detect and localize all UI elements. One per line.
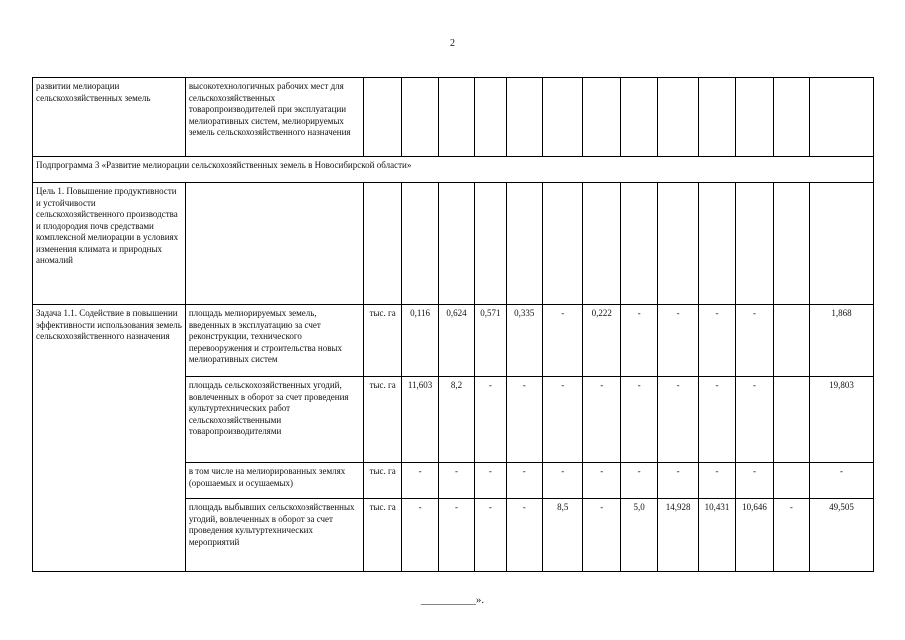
value-cell <box>475 183 506 305</box>
value-cell: - <box>773 499 809 572</box>
value-cell: 0,222 <box>583 305 620 377</box>
value-cell: 0,335 <box>506 305 542 377</box>
value-cell: - <box>583 463 620 499</box>
table-row <box>33 305 874 377</box>
value-cell <box>402 183 438 305</box>
value-cell <box>475 78 506 157</box>
value-cell: 8,5 <box>543 499 583 572</box>
value-cell <box>773 78 809 157</box>
goal-cell: развитии мелиорации сельскохозяйственных земель <box>33 78 186 157</box>
value-cell <box>773 463 809 499</box>
indicator-cell <box>185 183 363 305</box>
subprogram-title: Подпрограмма 3 «Развитие мелиорации сельскохозяйственных земель в Новосибирской области» <box>33 157 874 183</box>
indicator-cell: в том числе на мелиорированных землях (орошаемых и осушаемых) <box>185 463 363 499</box>
value-cell: - <box>736 305 773 377</box>
value-cell <box>438 78 474 157</box>
total-cell <box>810 183 874 305</box>
value-cell <box>773 377 809 463</box>
indicator-cell: площадь выбывших сельскохозяйственных угодий, вовлеченных в оборот за счет проведения культуртехнических мероприятий <box>185 499 363 572</box>
value-cell: - <box>736 463 773 499</box>
total-cell <box>810 78 874 157</box>
value-cell: - <box>543 305 583 377</box>
total-cell: 1,868 <box>810 305 874 377</box>
indicator-cell: высокотехнологичных рабочих мест для сельскохозяйственных товаропроизводителей при эксплуатации мелиоративных систем, мелиорируемых земель сельскохозяйственного назначения <box>185 78 363 157</box>
unit-cell: тыс. га <box>363 377 401 463</box>
value-cell: 8,2 <box>438 377 474 463</box>
value-cell: 10,431 <box>698 499 735 572</box>
value-cell <box>506 78 542 157</box>
value-cell: - <box>658 305 698 377</box>
unit-cell: тыс. га <box>363 499 401 572</box>
value-cell <box>543 78 583 157</box>
value-cell <box>402 78 438 157</box>
value-cell <box>773 183 809 305</box>
value-cell: - <box>506 499 542 572</box>
value-cell: 11,603 <box>402 377 438 463</box>
value-cell <box>658 183 698 305</box>
value-cell: 14,928 <box>658 499 698 572</box>
value-cell: 5,0 <box>620 499 657 572</box>
value-cell: 0,116 <box>402 305 438 377</box>
total-cell: - <box>810 463 874 499</box>
value-cell: - <box>620 463 657 499</box>
task-cell: Задача 1.1. Содействие в повышении эффективности использования земель сельскохозяйственного назначения <box>33 305 186 572</box>
unit-cell <box>363 78 401 157</box>
value-cell: - <box>658 377 698 463</box>
indicator-cell: площадь мелиорируемых земель, введенных в эксплуатацию за счет реконструкции, технического перевооружения и строительства новых мелиоративных систем <box>185 305 363 377</box>
table-row <box>33 157 874 183</box>
value-cell: - <box>475 499 506 572</box>
value-cell <box>506 183 542 305</box>
value-cell: - <box>698 377 735 463</box>
value-cell <box>736 78 773 157</box>
value-cell: - <box>402 499 438 572</box>
value-cell: - <box>438 463 474 499</box>
total-cell: 19,803 <box>810 377 874 463</box>
value-cell <box>620 78 657 157</box>
value-cell <box>698 183 735 305</box>
value-cell: - <box>583 377 620 463</box>
value-cell: - <box>506 463 542 499</box>
value-cell: - <box>583 499 620 572</box>
value-cell: - <box>620 377 657 463</box>
value-cell: - <box>698 305 735 377</box>
table-row <box>33 183 874 305</box>
value-cell: - <box>698 463 735 499</box>
value-cell <box>736 183 773 305</box>
indicator-cell: площадь сельскохозяйственных угодий, вовлеченных в оборот за счет проведения культуртехнических работ сельскохозяйственными товаропроизводителями <box>185 377 363 463</box>
value-cell: - <box>438 499 474 572</box>
value-cell: - <box>543 463 583 499</box>
value-cell: 10,646 <box>736 499 773 572</box>
value-cell: - <box>475 377 506 463</box>
value-cell: - <box>543 377 583 463</box>
value-cell <box>583 78 620 157</box>
value-cell: - <box>506 377 542 463</box>
table-row <box>33 78 874 157</box>
value-cell <box>438 183 474 305</box>
value-cell <box>583 183 620 305</box>
unit-cell <box>363 183 401 305</box>
value-cell: - <box>475 463 506 499</box>
value-cell: - <box>620 305 657 377</box>
closing-quote-line: __________». <box>420 594 485 606</box>
value-cell <box>620 183 657 305</box>
value-cell: - <box>658 463 698 499</box>
unit-cell: тыс. га <box>363 305 401 377</box>
value-cell <box>658 78 698 157</box>
indicators-table <box>32 77 874 572</box>
value-cell <box>543 183 583 305</box>
value-cell <box>773 305 809 377</box>
value-cell <box>698 78 735 157</box>
goal-cell: Цель 1. Повышение продуктивности и устойчивости сельскохозяйственного производства и плодородия почв средствами комплексной мелиорации в условиях изменения климата и природных аномалий <box>33 183 186 305</box>
value-cell: 0,624 <box>438 305 474 377</box>
value-cell: - <box>402 463 438 499</box>
page-number: 2 <box>450 38 455 49</box>
unit-cell: тыс. га <box>363 463 401 499</box>
total-cell: 49,505 <box>810 499 874 572</box>
value-cell: 0,571 <box>475 305 506 377</box>
value-cell: - <box>736 377 773 463</box>
